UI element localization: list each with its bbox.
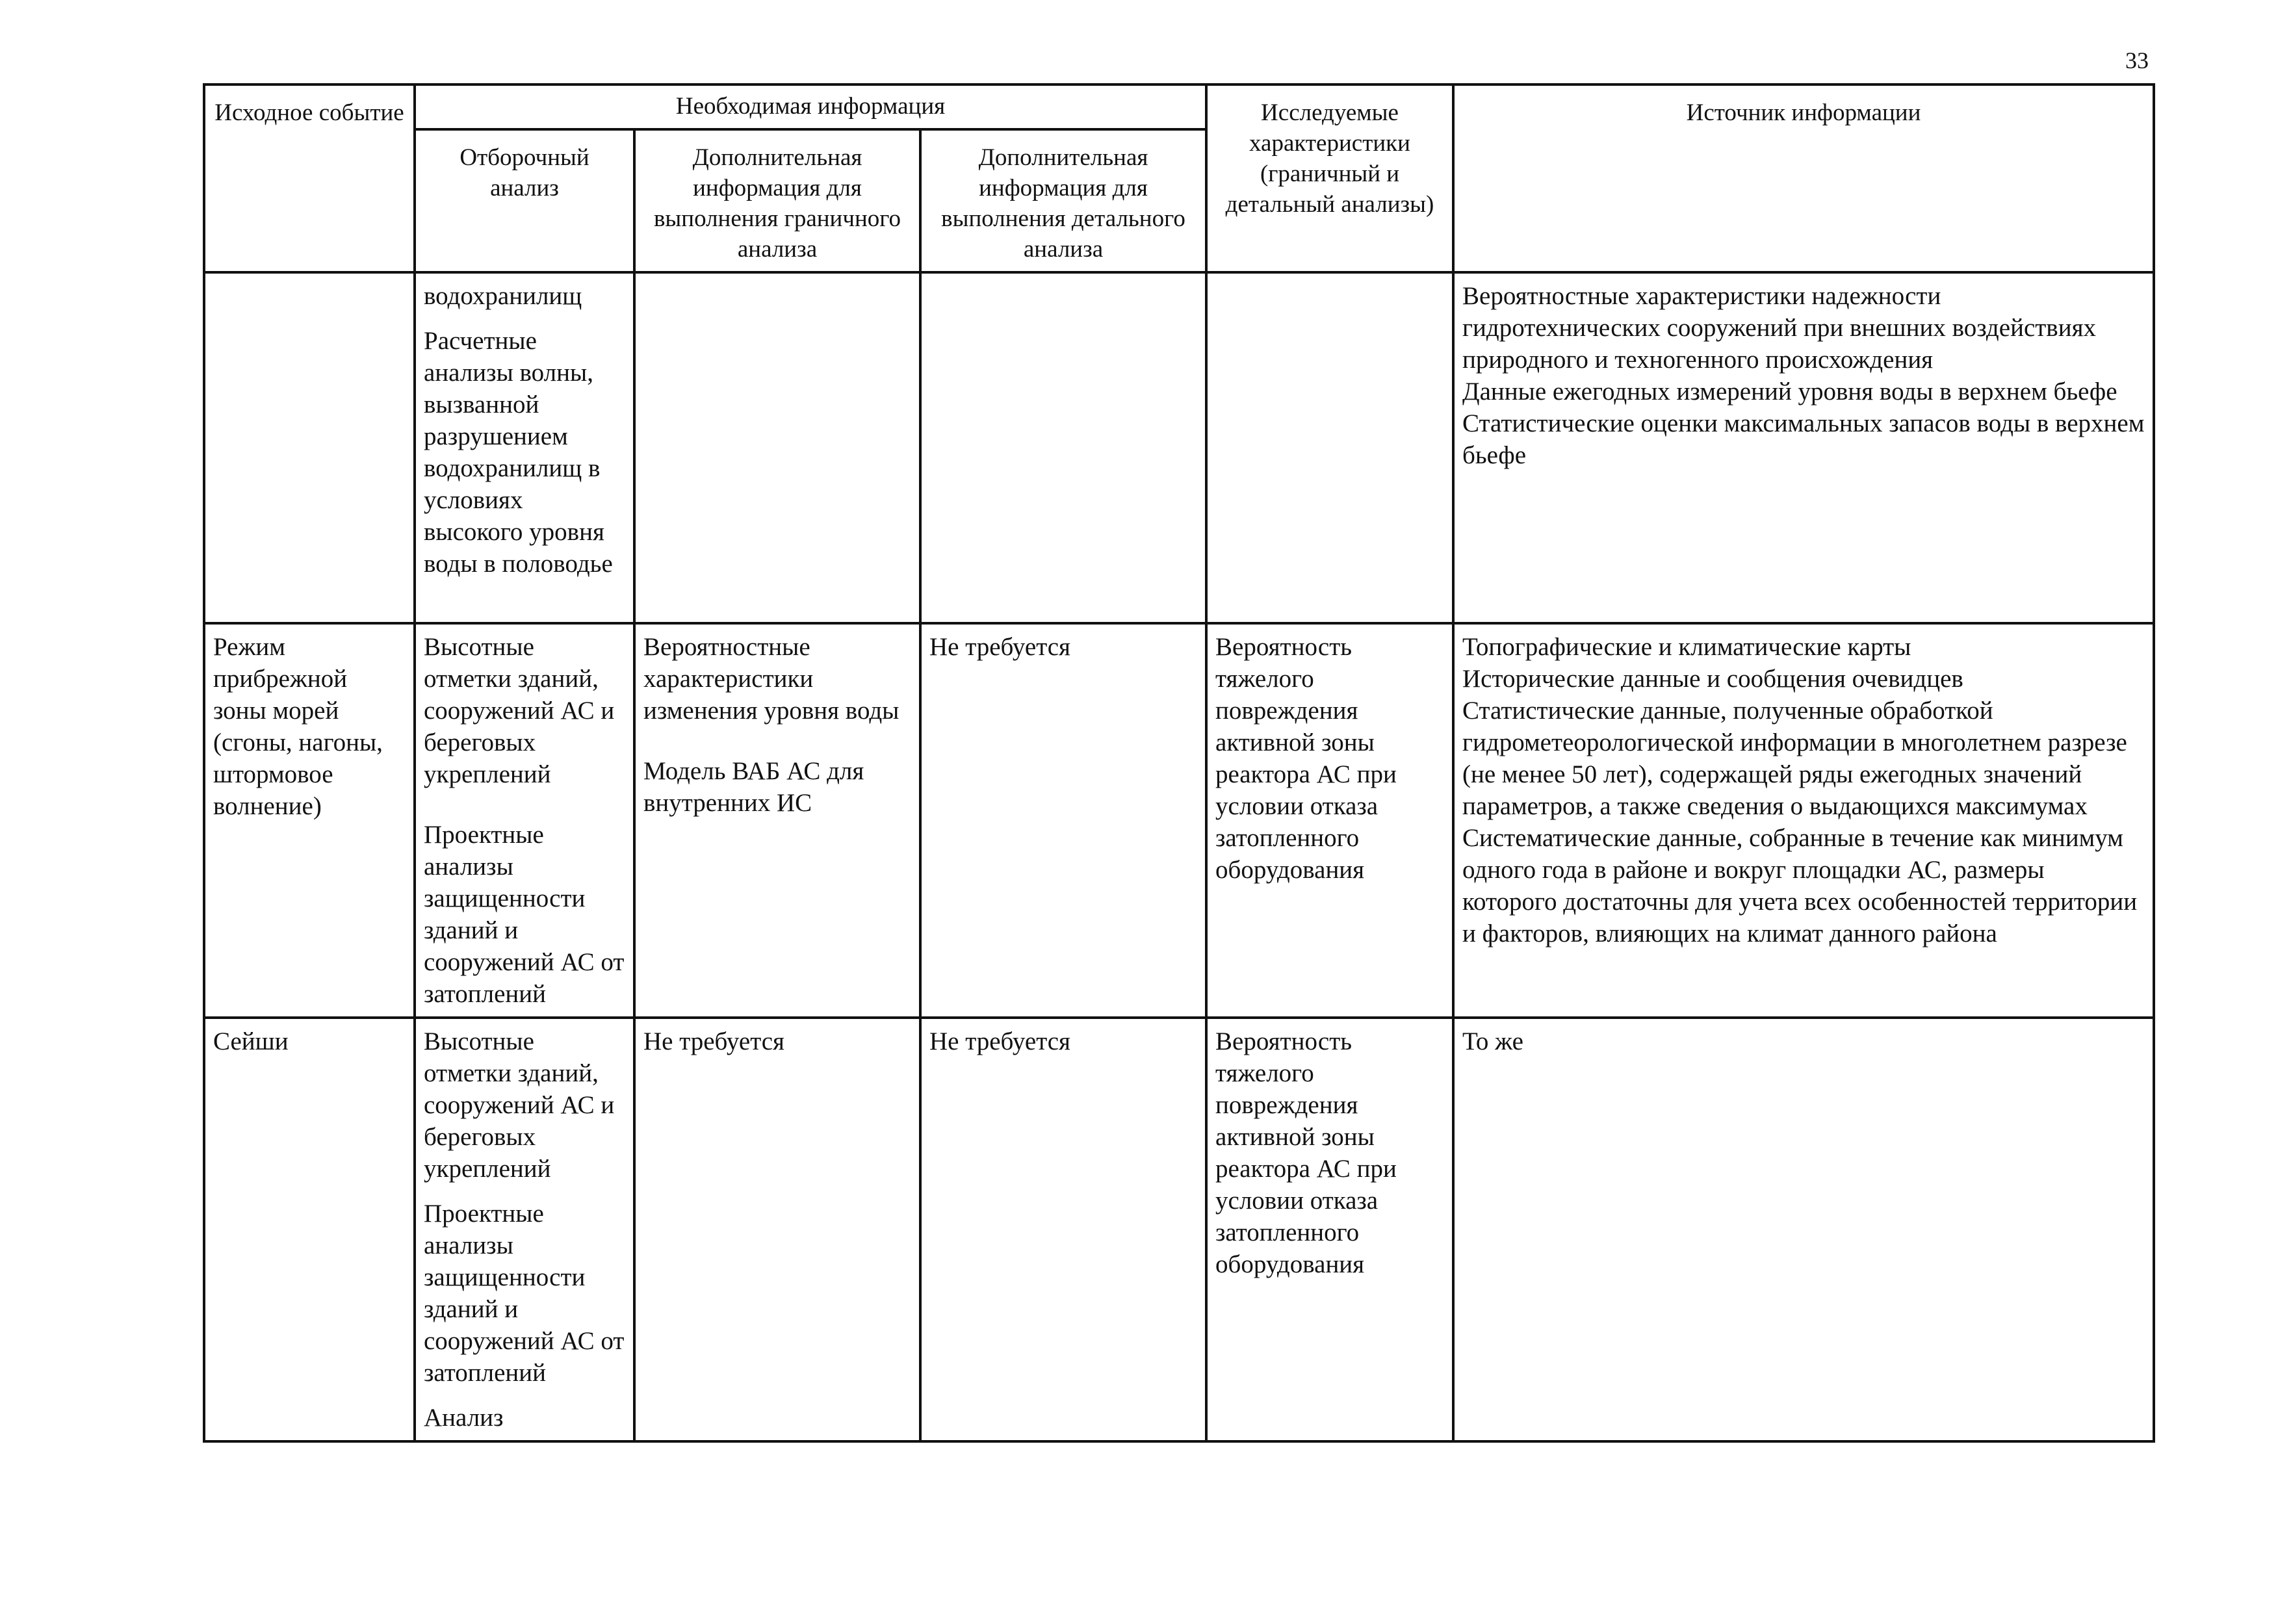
cell-detailed — [920, 272, 1206, 623]
cell-detailed: Не требуется — [920, 623, 1206, 1018]
cell-detailed: Не требуется — [920, 1018, 1206, 1441]
header-event: Исходное событие — [204, 84, 415, 272]
cell-screening — [415, 272, 634, 623]
screening-item: Анализ — [424, 1404, 504, 1432]
source-item: Топографические и климатические карты — [1462, 633, 1911, 661]
information-table — [203, 83, 2155, 1443]
table-row — [204, 1018, 2154, 1441]
header-required-info: Необходимая информация — [415, 84, 1206, 129]
cell-boundary — [634, 272, 920, 623]
cell-event — [204, 272, 415, 623]
cell-source — [1453, 1018, 2154, 1441]
cell-characteristics: Вероятность тяжелого повреждения активной зоны реактора АС при условии отказа затопленного оборудования — [1206, 623, 1453, 1018]
source-item: То же — [1462, 1027, 1523, 1055]
cell-characteristics: Вероятность тяжелого повреждения активной зоны реактора АС при условии отказа затопленного оборудования — [1206, 1018, 1453, 1441]
cell-screening — [415, 623, 634, 1018]
cell-event: Сейши — [204, 1018, 415, 1441]
screening-item: водохранилищ — [424, 282, 582, 310]
page-number: 33 — [2125, 47, 2149, 73]
cell-screening — [415, 1018, 634, 1441]
header-characteristics: Исследуемые характеристики (граничный и детальный анализы) — [1206, 84, 1453, 272]
header-row-1 — [204, 84, 2154, 129]
source-item: Систематические данные, собранные в течение как минимум одного года в районе и вокруг площадки АС, размеры которого достаточны для учета всех особенностей территории и факторов, влияющих на климат данного района — [1462, 824, 2138, 947]
boundary-item: Вероятностные характеристики изменения уровня воды — [643, 633, 900, 725]
cell-event: Режим прибрежной зоны морей (сгоны, нагоны, штормовое волнение) — [204, 623, 415, 1018]
header-screening: Отборочный анализ — [415, 129, 634, 272]
source-item: Вероятностные характеристики надежности гидротехнических сооружений при внешних воздействиях природного и техногенного происхождения — [1462, 282, 2097, 374]
screening-item: Проектные анализы защищенности зданий и сооружений АС от затоплений — [424, 821, 625, 1008]
cell-source — [1453, 272, 2154, 623]
source-item: Исторические данные и сообщения очевидцев — [1462, 665, 1963, 693]
boundary-item: Модель ВАБ АС для внутренних ИС — [643, 757, 864, 817]
source-item: Статистические оценки максимальных запасов воды в верхнем бьефе — [1462, 409, 2145, 469]
source-item: Данные ежегодных измерений уровня воды в верхнем бьефе — [1462, 378, 2117, 406]
table-row — [204, 272, 2154, 623]
header-boundary: Дополнительная информация для выполнения граничного анализа — [634, 129, 920, 272]
cell-source — [1453, 623, 2154, 1018]
cell-boundary — [634, 1018, 920, 1441]
header-source: Источник информации — [1453, 84, 2154, 272]
screening-item: Высотные отметки зданий, сооружений АС и береговых укреплений — [424, 1027, 615, 1183]
header-detailed: Дополнительная информация для выполнения детального анализа — [920, 129, 1206, 272]
screening-item: Высотные отметки зданий, сооружений АС и береговых укреплений — [424, 633, 615, 788]
screening-item: Проектные анализы защищенности зданий и сооружений АС от затоплений — [424, 1200, 625, 1387]
cell-characteristics — [1206, 272, 1453, 623]
cell-boundary — [634, 623, 920, 1018]
screening-item: Расчетные анализы волны, вызванной разрушением водохранилищ в условиях высокого уровня воды в половодье — [424, 327, 613, 578]
boundary-item: Не требуется — [643, 1027, 784, 1055]
table-row — [204, 623, 2154, 1018]
source-item: Статистические данные, полученные обработкой гидрометеорологической информации в многолетнем разрезе (не менее 50 лет), содержащей ряды ежегодных значений параметров, а также сведения о выдающихся максимумах — [1462, 697, 2127, 820]
